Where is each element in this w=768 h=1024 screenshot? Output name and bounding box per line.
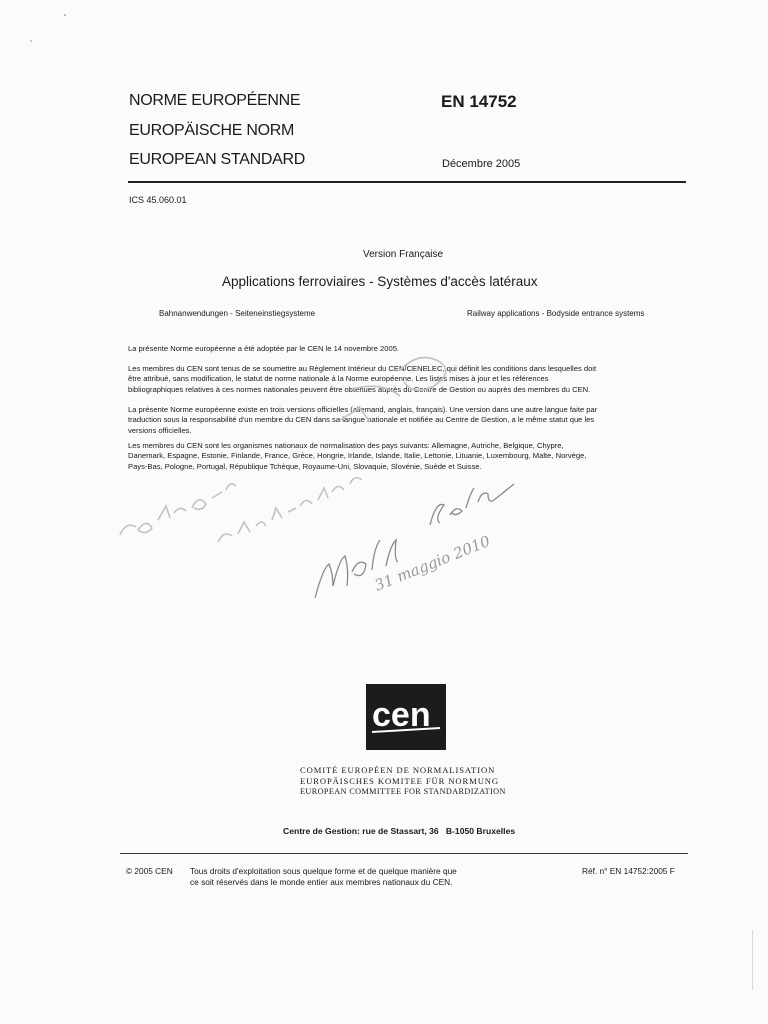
english-title: Railway applications - Bodyside entrance systems bbox=[467, 309, 645, 318]
standard-number: EN 14752 bbox=[441, 92, 517, 111]
text-line: bibliographiques relatives à ces normes nationales peuvent être obtenues auprès du Centre de Gestion ou auprès des membres du CEN. bbox=[128, 384, 591, 394]
adoption-paragraph: La présente Norme européenne a été adoptée par le CEN le 14 novembre 2005. bbox=[128, 344, 400, 353]
stamp-overlay bbox=[100, 330, 520, 630]
title-german: EUROPÄISCHE NORM bbox=[129, 122, 294, 139]
main-title: Applications ferroviaires - Systèmes d'accès latéraux bbox=[222, 274, 538, 289]
footer-rule bbox=[120, 853, 688, 854]
committee-french: COMITÉ EUROPÉEN DE NORMALISATION bbox=[300, 765, 496, 775]
text-line: Les membres du CEN sont les organismes nationaux de normalisation des pays suivants: Allemagne, Autriche, Belgique, Chypre, bbox=[128, 441, 564, 450]
management-address: Centre de Gestion: rue de Stassart, 36 B-1050 Bruxelles bbox=[283, 826, 516, 836]
committee-german: EUROPÄISCHES KOMITEE FÜR NORMUNG bbox=[300, 776, 500, 786]
german-title: Bahnanwendungen - Seiteneinstiegsysteme bbox=[159, 309, 316, 318]
publication-date: Décembre 2005 bbox=[442, 158, 521, 170]
scan-speck bbox=[30, 40, 32, 42]
text-line: traduction sous la responsabilité d'un membre du CEN dans sa langue nationale et notifiée au Centre de Gestion, a le même statut que les bbox=[128, 415, 595, 425]
scan-edge bbox=[752, 930, 753, 990]
committee-english: EUROPEAN COMMITTEE FOR STANDARDIZATION bbox=[300, 787, 506, 796]
cen-logo-text: cen bbox=[372, 696, 431, 734]
text-line: être attribué, sans modification, le statut de norme nationale à la Norme européenne. Les listes mises à jour et les références bbox=[128, 374, 549, 384]
ics-code: ICS 45.060.01 bbox=[129, 195, 187, 205]
text-line: La présente Norme européenne existe en trois versions officielles (allemand, anglais, français). Une version dans une autre langue faite par bbox=[128, 405, 598, 414]
version-label: Version Française bbox=[363, 249, 444, 260]
stamp-date: 31 maggio 2010 bbox=[372, 531, 493, 595]
footer-rights-line: ce soit réservés dans le monde entier aux membres nationaux du CEN. bbox=[190, 876, 453, 887]
title-french: NORME EUROPÉENNE bbox=[129, 92, 301, 109]
title-english: EUROPEAN STANDARD bbox=[129, 151, 305, 168]
cen-logo-mark bbox=[366, 684, 446, 750]
text-line: Pays-Bas, Pologne, Portugal, République Tchèque, Royaume-Uni, Slovaquie, Slovénie, Suède et Suisse. bbox=[128, 461, 482, 471]
header-rule bbox=[128, 181, 686, 183]
text-line: Les membres du CEN sont tenus de se soumettre au Règlement Intérieur du CEN/CENELEC, qui définit les conditions dans lesquelles doit bbox=[128, 364, 597, 373]
scan-speck bbox=[64, 14, 66, 16]
cen-logo bbox=[366, 684, 446, 750]
footer-rights bbox=[190, 866, 457, 887]
stamp-lettering bbox=[120, 358, 446, 543]
text-line: versions officielles. bbox=[128, 425, 192, 435]
footer-copyright: © 2005 CEN bbox=[126, 866, 173, 876]
text-line: Danemark, Espagne, Estonie, Finlande, France, Grèce, Hongrie, Irlande, Islande, Italie, Lettonie, Lituanie, Luxembourg, Malte, Norvège, bbox=[128, 451, 587, 461]
footer-rights-line: Tous droits d'exploitation sous quelque forme et de quelque manière que bbox=[190, 866, 457, 876]
footer-reference: Réf. n° EN 14752:2005 F bbox=[582, 866, 675, 876]
